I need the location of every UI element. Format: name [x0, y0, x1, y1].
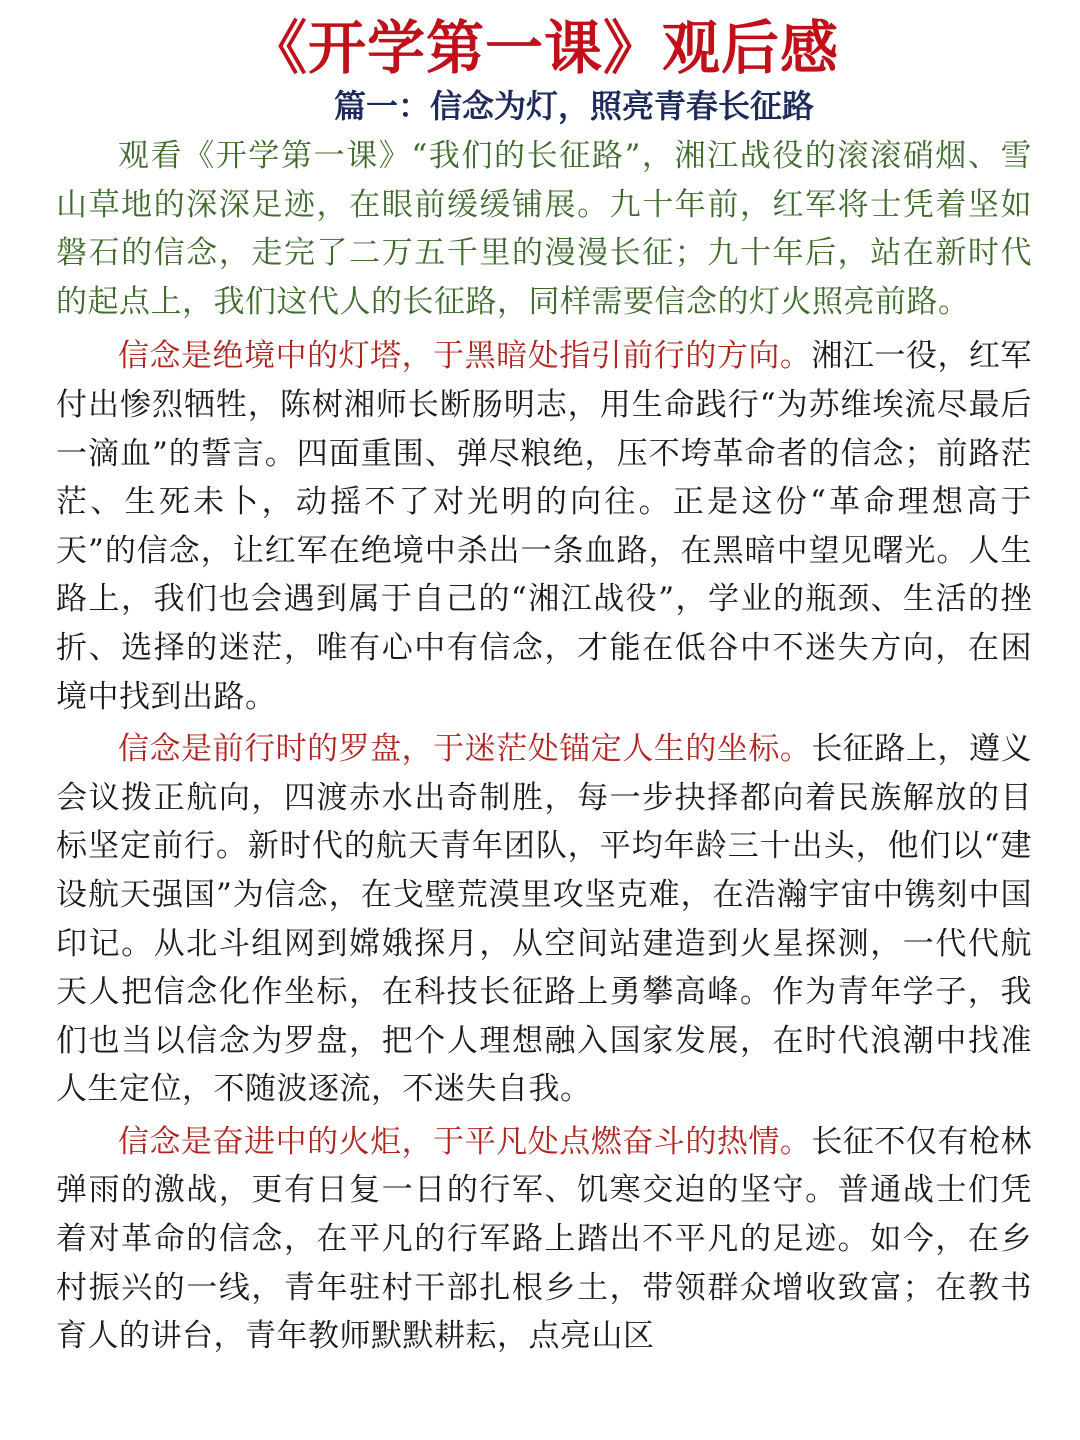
body-paragraph-1 [56, 332, 1032, 721]
intro-paragraph: 观看《开学第一课》“我们的长征路”，湘江战役的滚滚硝烟、雪山草地的深深足迹，在眼前缓缓铺展。九十年前，红军将士凭着坚如磐石的信念，走完了二万五千里的漫漫长征；九十年后，站在新时代的起点上，我们这代人的长征路，同样需要信念的灯火照亮前路。 [56, 138, 1032, 320]
paragraph-text: 长征路上，遵义会议拨正航向，四渡赤水出奇制胜，每一步抉择都向着民族解放的目标坚定前行。新时代的航天青年团队，平均年龄三十出头，他们以“建设航天强国”为信念，在戈壁荒漠里攻坚克难，在浩瀚宇宙中镌刻中国印记。从北斗组网到嫦娥探月，从空间站建造到火星探测，一代代航天人把信念化作坐标，在科技长征路上勇攀高峰。作为青年学子，我们也当以信念为罗盘，把个人理想融入国家发展，在时代浪潮中找准人生定位，不随波逐流，不迷失自我。 [56, 731, 1032, 1108]
paragraph-lead-sentence: 信念是绝境中的灯塔，于黑暗处指引前行的方向。 [118, 338, 812, 375]
document-subtitle: 篇一：信念为灯，照亮青春长征路 [333, 87, 814, 125]
paragraph-text: 湘江一役，红军付出惨烈牺牲，陈树湘师长断肠明志，用生命践行“为苏维埃流尽最后一滴血”的誓言。四面重围、弹尽粮绝，压不垮革命者的信念；前路茫茫、生死未卜，动摇不了对光明的向往。正是这份“革命理想高于天”的信念，让红军在绝境中杀出一条血路，在黑暗中望见曙光。人生路上，我们也会遇到属于自己的“湘江战役”，学业的瓶颈、生活的挫折、选择的迷茫，唯有心中有信念，才能在低谷中不迷失方向，在困境中找到出路。 [56, 338, 1032, 715]
paragraph-lead-sentence: 信念是奋进中的火炬，于平凡处点燃奋斗的热情。 [118, 1123, 812, 1160]
body-paragraph-2 [56, 725, 1032, 1114]
body-paragraph-3 [56, 1118, 1032, 1361]
paragraph-text: 长征不仅有枪林弹雨的激战，更有日复一日的行军、饥寒交迫的坚守。普通战士们凭着对革命的信念，在平凡的行军路上踏出不平凡的足迹。如今，在乡村振兴的一线，青年驻村干部扎根乡土，带领群众增收致富；在教书育人的讲台，青年教师默默耕耘，点亮山区 [56, 1123, 1032, 1355]
paragraph-lead-sentence: 信念是前行时的罗盘，于迷茫处锚定人生的坐标。 [118, 731, 812, 768]
document-title: 《开学第一课》观后感 [248, 14, 839, 82]
